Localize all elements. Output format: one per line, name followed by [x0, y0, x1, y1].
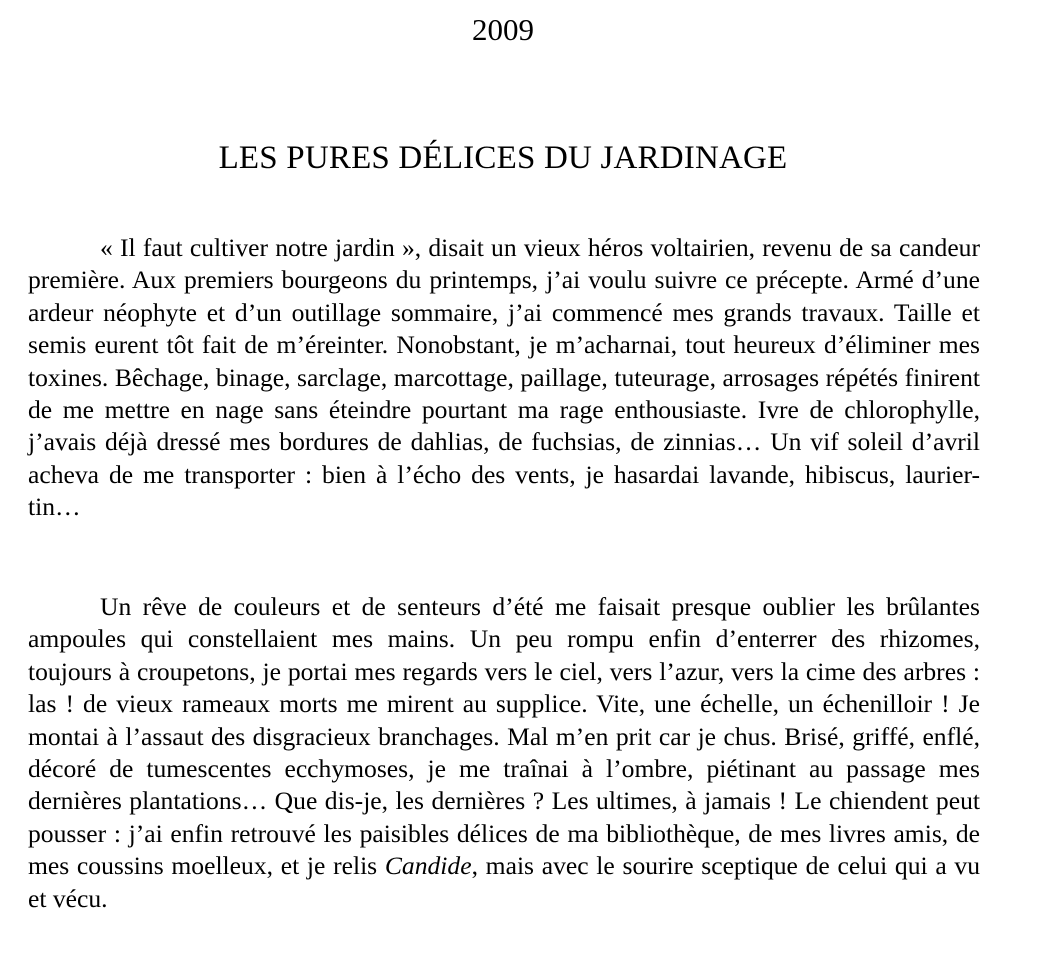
paragraph-2 [28, 591, 980, 915]
chapter-title: LES PURES DÉLICES DU JARDINAGE [218, 140, 788, 176]
paragraph-2-block [28, 591, 980, 915]
paragraph-1-block [28, 232, 980, 524]
paragraph-2-text-end: , mais avec le sourire sceptique de celui qui a vu et vécu. [28, 851, 980, 913]
paragraph-2-text-start: Un rêve de couleurs et de senteurs d’été me faisait presque oublier les brûlantes ampoules qui constellaient mes mains. Un peu rompu enfin d’enterrer des rhizomes, toujours à croupetons, je portai mes regards vers le ciel, vers l’azur, vers la cime des arbres : las ! de vieux rameaux morts me mirent au supplice. Vite, une échelle, un échenilloir ! Je montai à l’assaut des disgracieux branchages. Mal m’en prit car je chus. Brisé, griffé, enflé, décoré de tumescentes ecchymoses, je me traînai à l’ombre, piétinant au passage mes dernières plantations… Que dis-je, les dernières ? Les ultimes, à jamais ! Le chiendent peut pousser : j’ai enfin retrouvé les paisibles délices de ma bibliothèque, de mes livres amis, de mes coussins moelleux, et je relis [28, 592, 980, 881]
page-year: 2009 [472, 12, 534, 47]
book-title-candide: Candide [384, 851, 472, 881]
paragraph-1: « Il faut cultiver notre jardin », disait un vieux héros voltairien, revenu de sa candeur première. Aux premiers bourgeons du printemps, j’ai voulu suivre ce précepte. Armé d’une ardeur néophyte et d’un outillage sommaire, j’ai commencé mes grands travaux. Taille et semis eurent tôt fait de m’éreinter. Nonobstant, je m’acharnai, tout heureux d’éliminer mes toxines. Bêchage, binage, sarclage, marcottage, paillage, tuteurage, arrosages répétés finirent de me mettre en nage sans éteindre pourtant ma rage enthousiaste. Ivre de chlorophylle, j’avais déjà dressé mes bordures de dahlias, de fuchsias, de zinnias… Un vif soleil d’avril acheva de me transporter : bien à l’écho des vents, je hasardai lavande, hibiscus, laurier-tin… [28, 233, 980, 522]
